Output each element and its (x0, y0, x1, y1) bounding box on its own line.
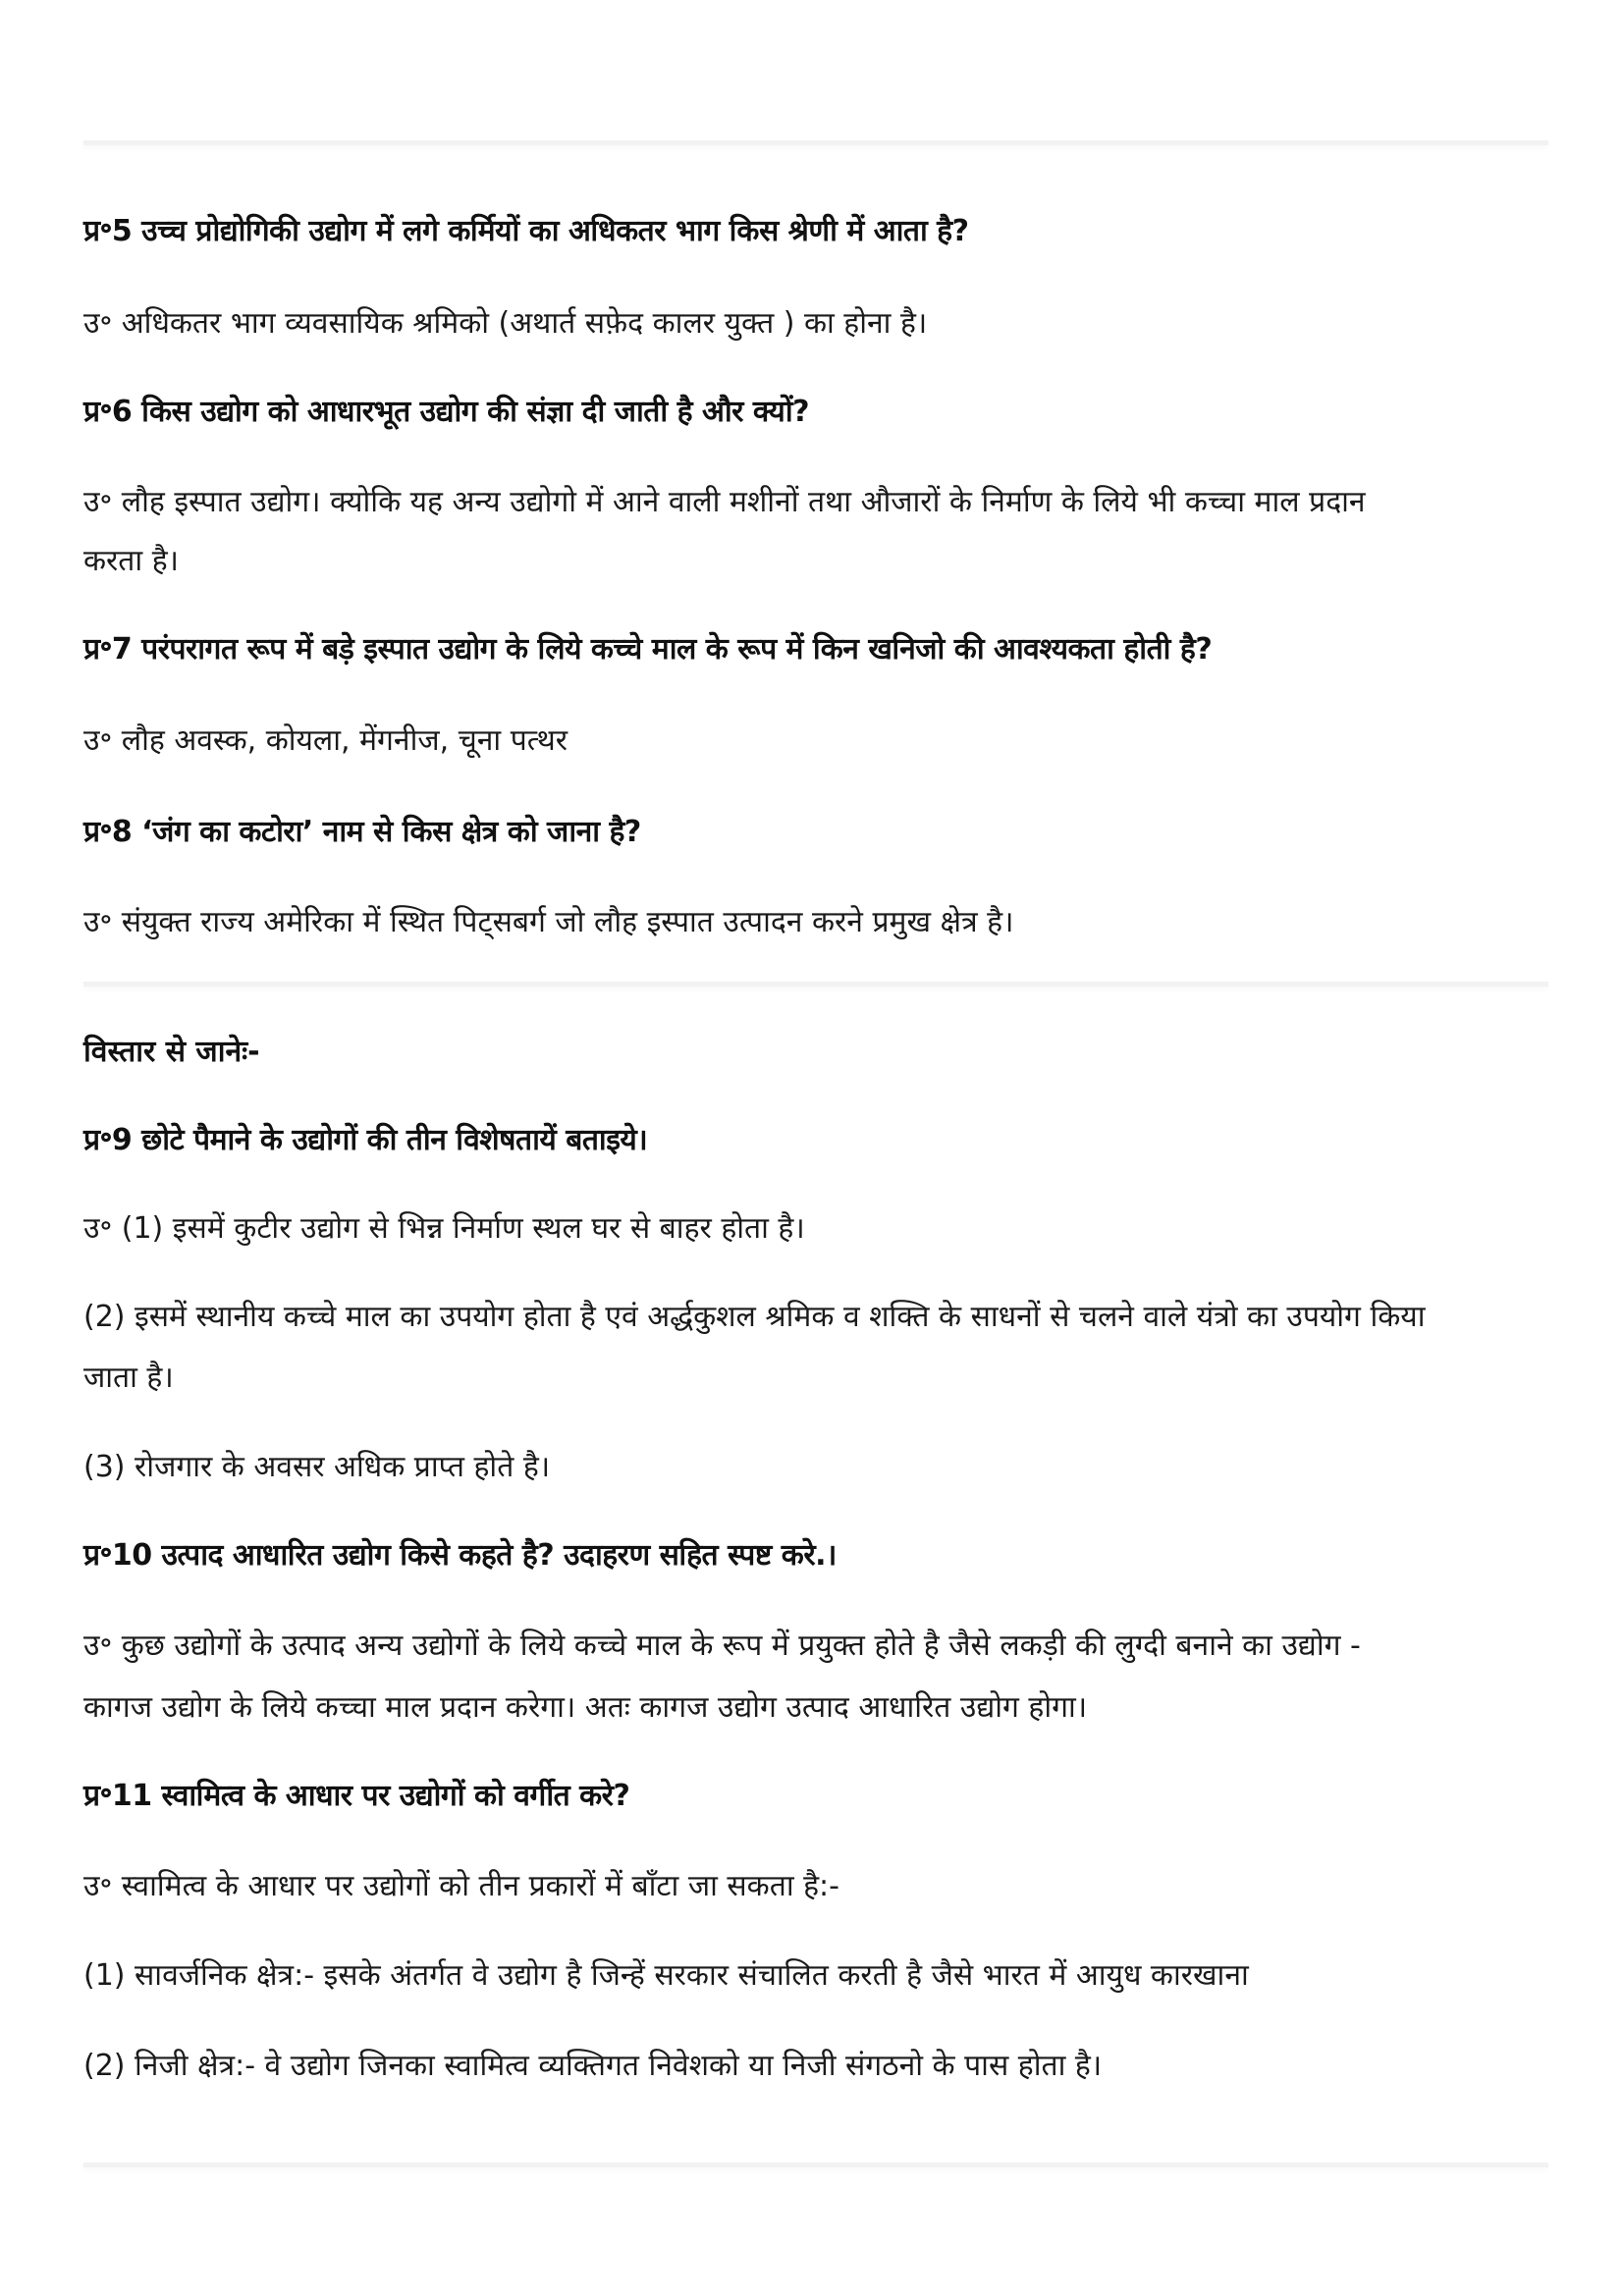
question-6: प्र॰6 किस उद्योग को आधारभूत उद्योग की संज्ञा दी जाती है और क्यों? (83, 395, 809, 429)
section-heading: विस्तार से जानेः- (83, 1035, 260, 1069)
divider-top (83, 140, 1548, 145)
answer-9-point-2-line-2: जाता है। (83, 1361, 174, 1395)
question-5: प्र॰5 उच्च प्रोद्योगिकी उद्योग में लगे कर्मियों का अधिकतर भाग किस श्रेणी में आता है? (83, 214, 969, 248)
answer-9-point-1: उ॰ (1) इसमें कुटीर उद्योग से भिन्न निर्माण स्थल घर से बाहर होता है। (83, 1211, 805, 1246)
answer-11-point-2: (2) निजी क्षेत्र:- वे उद्योग जिनका स्वामित्व व्यक्तिगत निवेशको या निजी संगठनो के पास होता है। (83, 2049, 1103, 2083)
question-7: प्र॰7 परंपरागत रूप में बड़े इस्पात उद्योग के लिये कच्चे माल के रूप में किन खनिजो की आवश्यकता होती है? (83, 632, 1213, 667)
answer-9-point-2-line-1: (2) इसमें स्थानीय कच्चे माल का उपयोग होता है एवं अर्द्धकुशल श्रमिक व शक्ति के साधनों से चलने वाले यंत्रो का उपयोग किया (83, 1300, 1426, 1334)
answer-11-point-1: (1) सावर्जनिक क्षेत्र:- इसके अंतर्गत वे उद्योग है जिन्हें सरकार संचालित करती है जैसे भारत में आयुध कारखाना (83, 1958, 1249, 1993)
answer-6-line-1: उ॰ लौह इस्पात उद्योग। क्योकि यह अन्य उद्योगो में आने वाली मशीनों तथा औजारों के निर्माण के लिये भी कच्चा माल प्रदान (83, 485, 1366, 519)
answer-10-line-1: उ॰ कुछ उद्योगों के उत्पाद अन्य उद्योगों के लिये कच्चे माल के रूप में प्रयुक्त होते है जैसे लकड़ी की लुग्दी बनाने का उद्योग - (83, 1629, 1361, 1663)
answer-7: उ॰ लौह अवस्क, कोयला, मेंगनीज, चूना पत्थर (83, 723, 568, 758)
answer-5: उ॰ अधिकतर भाग व्यवसायिक श्रमिको (अथार्त सफ़ेद कालर युक्त ) का होना है। (83, 306, 928, 341)
answer-9-point-3: (3) रोजगार के अवसर अधिक प्राप्त होते है। (83, 1450, 551, 1484)
answer-11-intro: उ॰ स्वामित्व के आधार पर उद्योगों को तीन प्रकारों में बाँटा जा सकता है:- (83, 1869, 839, 1903)
divider-bottom (83, 2163, 1548, 2167)
question-11: प्र॰11 स्वामित्व के आधार पर उद्योगों को वर्गीत करे? (83, 1779, 630, 1813)
answer-6-line-2: करता है। (83, 544, 180, 578)
question-8: प्र॰8 ‘जंग का कटोरा’ नाम से किस क्षेत्र को जाना है? (83, 815, 641, 849)
answer-8: उ॰ संयुक्त राज्य अमेरिका में स्थित पिट्सबर्ग जो लौह इस्पात उत्पादन करने प्रमुख क्षेत्र है। (83, 905, 1014, 939)
question-10: प्र॰10 उत्पाद आधारित उद्योग किसे कहते है? उदाहरण सहित स्पष्ट करे.। (83, 1538, 837, 1573)
divider-middle (83, 982, 1548, 987)
answer-10-line-2: कागज उद्योग के लिये कच्चा माल प्रदान करेगा। अतः कागज उद्योग उत्पाद आधारित उद्योग होगा। (83, 1690, 1088, 1725)
question-9: प्र॰9 छोटे पैमाने के उद्योगों की तीन विशेषतायें बताइये। (83, 1123, 648, 1157)
